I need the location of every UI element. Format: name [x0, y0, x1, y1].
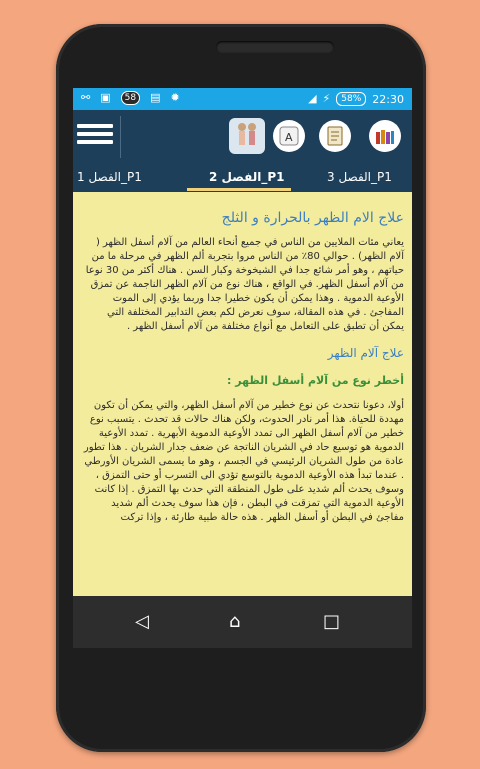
notification-icon: 58	[121, 91, 140, 105]
signal-icon: ◢	[308, 92, 317, 105]
speaker-grill	[216, 41, 334, 53]
app-bar	[73, 110, 412, 164]
menu-icon	[77, 124, 113, 128]
divider	[120, 116, 121, 158]
article-content[interactable]	[73, 192, 412, 596]
notes-icon[interactable]	[319, 120, 351, 152]
menu-button[interactable]	[77, 120, 113, 154]
navigation-bar	[73, 596, 412, 648]
article-paragraph-1: يعاني مئات الملايين من الناس في جميع أنحاء العالم من آلام أسفل الظهر ( آلام الظهر) . حوالي 80٪ من الناس مروا بتجربة ألم الظهر في مرحلة ما من حياتهم ، وهو أمر شائع جدا في الشيخوخة وكبار السن . هناك أكثر من 30 نوعا من آلام أسفل الظهر. في الواقع ، هناك نوع من آلام الظهر الناجمة عن تمزق الأوعية الدموية . وهذا يمكن أن يكون خطيرا جدا وربما يؤدي إلى الموت المفاجئ . في هذه المقالة، سوف نعرض لكم بعض التدابير المختلفة التي يمكن أن تطبق على التعامل مع أنواع مختلفة من آلام أسفل الظهر .	[85, 237, 404, 332]
chapter-tabs	[73, 164, 412, 192]
books-icon[interactable]	[369, 120, 401, 152]
status-bar	[73, 88, 412, 110]
tab-indicator	[187, 188, 291, 191]
clock: 22:30	[372, 92, 404, 106]
section-heading: علاج آلام الظهر	[327, 346, 404, 360]
sim-icon: ▣	[100, 91, 111, 104]
recents-icon[interactable]: □	[323, 611, 341, 632]
article-title: علاج الام الظهر بالحرارة و الثلج	[221, 210, 404, 226]
back-icon[interactable]: ◁	[135, 611, 149, 632]
home-icon[interactable]: ⌂	[229, 611, 241, 632]
article-paragraph-2: أولا، دعونا نتحدث عن نوع خطير من آلام أسفل الظهر، والتي يمكن أن تكون مهددة للحياة. هذا أمر نادر الحدوث، ولكن هناك حالات قد تحدث . يتسبب نوع خطير من آلام أسفل الظهر الى تمدد الأوعية الدموية الأبهرية . تمدد الأوعية الدموية هو توسيع حاد في الشريان الناتجة عن ضعف جدار الشريان . هذا تطور عادة من طول الشريان الرئيسي في الجسم ، وهو ما يسمى الشريان الأورطي . عندما تبدأ هذه الأوعية الدموية بالتوسع تؤدي الى التسرب أو حتى التمزق ، وسوف يحدث ألم شديد على طول المنطقة التي حدث بها التمزق . إذا كانت الأوعية الدموية التي تمزقت في البطن ، فإن هذا سوف يحدث ألم شديد مفاجئ في البطن أو أسفل الظهر . هذه حالة طبية طارئة ، وإذا تركت	[83, 400, 404, 523]
tab-chapter-1[interactable]: الفصل 1_P1	[77, 170, 142, 184]
tab-chapter-2[interactable]: الفصل 2_P1	[209, 170, 285, 184]
screen	[73, 88, 412, 648]
battery-indicator: 58%	[336, 92, 366, 106]
subsection-heading: أخطر نوع من آلام أسفل الظهر :	[227, 374, 404, 387]
font-size-icon[interactable]	[273, 120, 305, 152]
back-pain-image-icon[interactable]	[229, 118, 265, 154]
tab-chapter-3[interactable]: الفصل 3_P1	[327, 170, 392, 184]
android-icon: ✹	[170, 91, 180, 104]
usb-icon: ⚯	[81, 91, 91, 104]
image-icon: ▤	[150, 91, 161, 104]
svg-text:A: A	[285, 131, 293, 144]
charging-icon: ⚡	[322, 92, 331, 105]
